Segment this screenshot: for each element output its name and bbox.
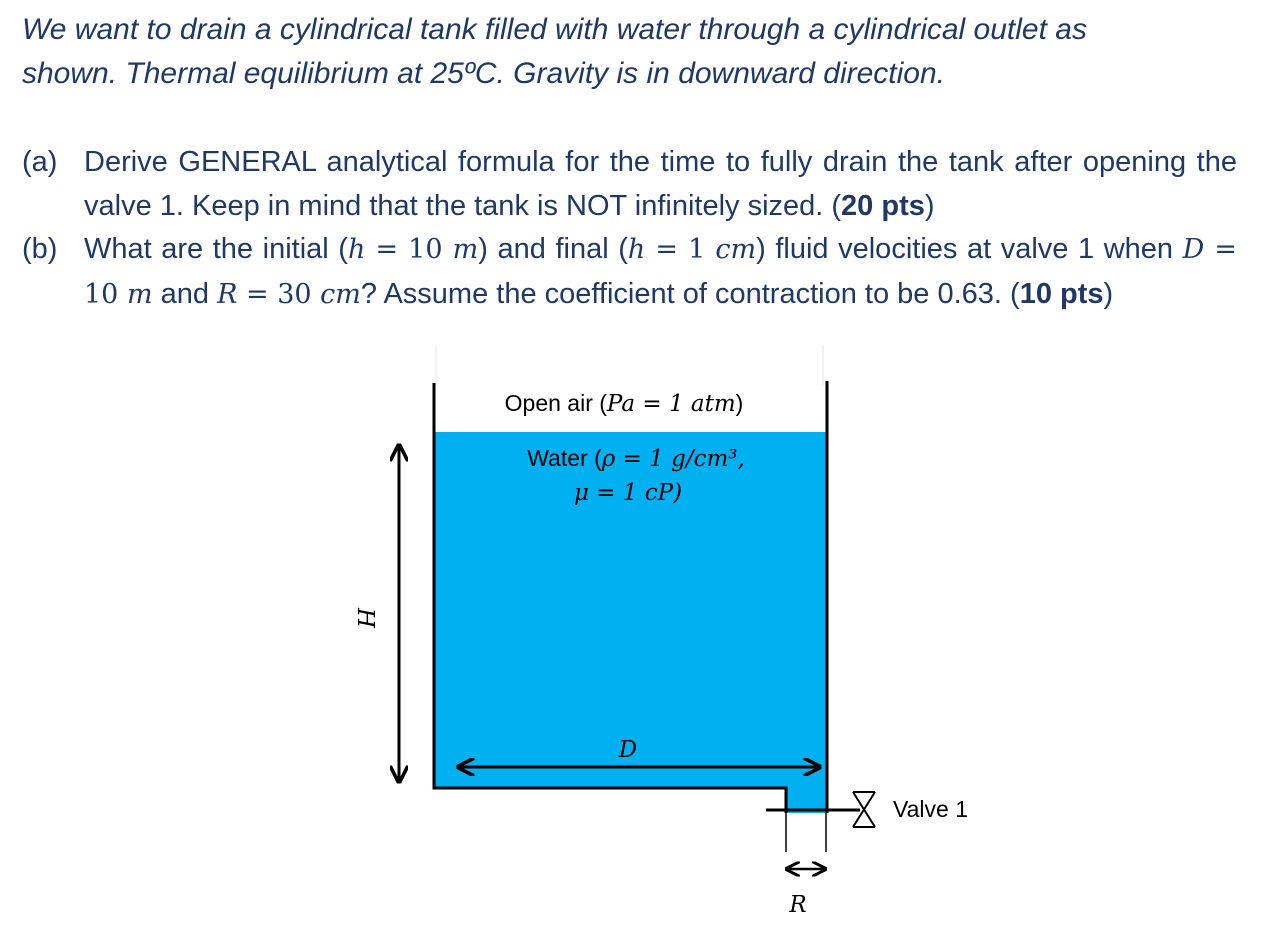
question-b-label: (b) [22, 233, 58, 265]
radius-label: R [789, 892, 807, 918]
question-a-points: 20 pts [841, 190, 925, 222]
water-label: Water (ρ = 1 g/cm³, [527, 445, 745, 472]
intro-line-1: We want to drain a cylindrical tank filled with water through a cylindrical outlet as [22, 13, 1087, 46]
intro-line-2: shown. Thermal equilibrium at 25ºC. Gravity is in downward direction. [22, 57, 945, 90]
diameter-label: D [618, 737, 638, 763]
question-a-body: Derive GENERAL analytical formula for the time to fully drain the tank after opening the valve 1. Keep in mind that the tank is NOT infinitely sized. (20 pts) [84, 146, 1237, 222]
height-label: H [352, 607, 378, 629]
question-a-text: Derive GENERAL analytical formula for the time to fully drain the tank after opening the valve 1. Keep in mind that the tank is NOT infinitely sized. ( [84, 146, 1237, 222]
valve-label: Valve 1 [893, 796, 969, 822]
open-air-label: Open air (Pa = 1 atm) [504, 390, 744, 417]
question-a-label: (a) [22, 146, 58, 178]
question-b-body: What are the initial (h = 10 m) and final (h = 1 cm) fluid velocities at valve 1 when D = 10 m and R = 30 cm? Assume the coefficient of contraction to be 0.63. (10 pts) [84, 233, 1237, 310]
water-viscosity-label: μ = 1 cP) [573, 480, 683, 506]
question-b-points: 10 pts [1019, 278, 1104, 310]
